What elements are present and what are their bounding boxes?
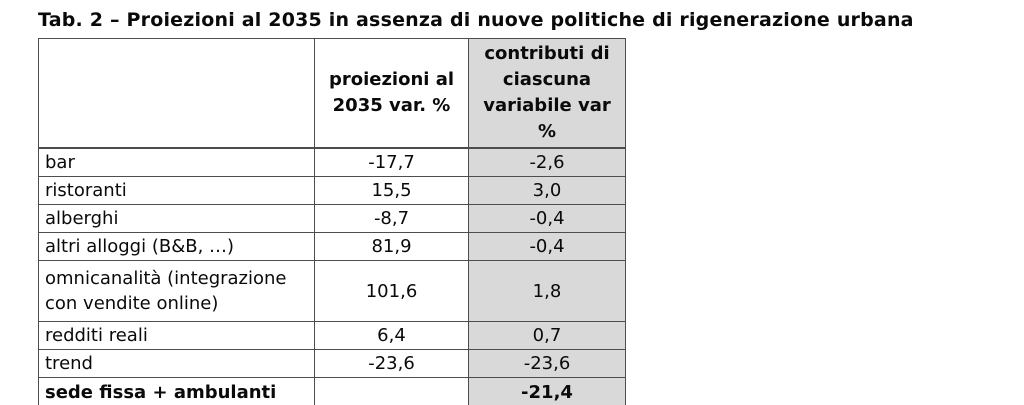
table-row-sede-fissa-ambulanti: [39, 378, 626, 405]
header-proiezioni-2035: proiezioni al 2035 var. %: [315, 39, 469, 149]
proiezioni-value: [315, 378, 469, 405]
row-label: redditi reali: [39, 322, 315, 350]
contributi-value: -0,4: [469, 233, 626, 261]
row-label: bar: [39, 148, 315, 177]
contributi-value: 3,0: [469, 177, 626, 205]
table-row-omnicanalita: [39, 261, 626, 322]
contributi-value: 0,7: [469, 322, 626, 350]
proiezioni-value: 101,6: [315, 261, 469, 322]
proiezioni-value: 6,4: [315, 322, 469, 350]
contributi-value: -23,6: [469, 350, 626, 378]
table-row-altri-alloggi: [39, 233, 626, 261]
contributi-value: -2,6: [469, 148, 626, 177]
proiezioni-value: -8,7: [315, 205, 469, 233]
table-row-bar: [39, 148, 626, 177]
table-title: Tab. 2 – Proiezioni al 2035 in assenza di nuove politiche di rigenerazione urbana: [38, 9, 914, 31]
table-row-alberghi: [39, 205, 626, 233]
proiezioni-value: 81,9: [315, 233, 469, 261]
proiezioni-value: -23,6: [315, 350, 469, 378]
row-label: sede fissa + ambulanti: [39, 378, 315, 405]
table-row-trend: [39, 350, 626, 378]
header-contributi-variabile: contributi di ciascuna variabile var %: [469, 39, 626, 149]
contributi-value: 1,8: [469, 261, 626, 322]
projections-table: [38, 38, 626, 405]
table-row-ristoranti: [39, 177, 626, 205]
table-row-redditi-reali: [39, 322, 626, 350]
proiezioni-value: -17,7: [315, 148, 469, 177]
row-label: ristoranti: [39, 177, 315, 205]
proiezioni-value: 15,5: [315, 177, 469, 205]
contributi-value: -21,4: [469, 378, 626, 405]
contributi-value: -0,4: [469, 205, 626, 233]
header-variable-blank: [39, 39, 315, 149]
row-label: altri alloggi (B&B, …): [39, 233, 315, 261]
row-label: omnicanalità (integrazione con vendite online): [39, 261, 315, 322]
header-row: [39, 39, 626, 149]
row-label: trend: [39, 350, 315, 378]
row-label: alberghi: [39, 205, 315, 233]
